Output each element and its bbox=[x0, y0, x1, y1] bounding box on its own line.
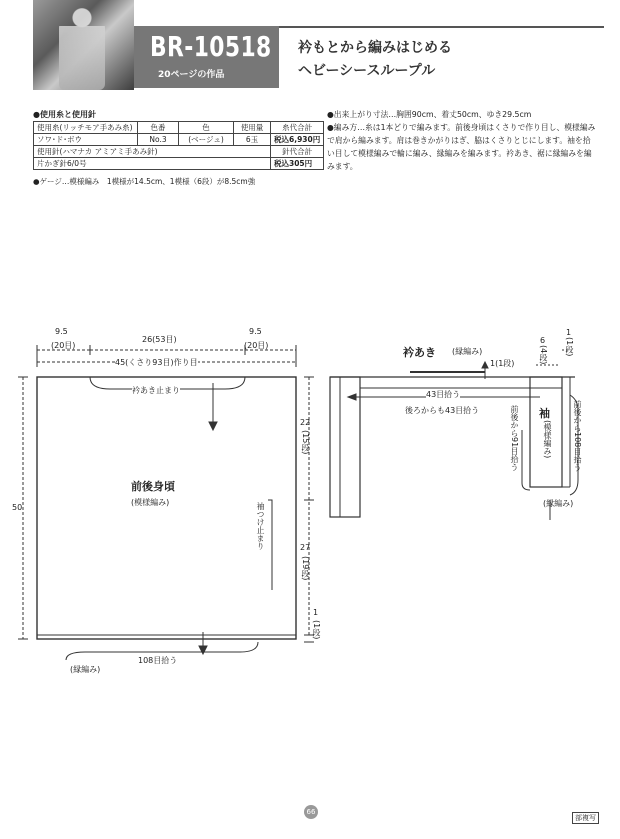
sleeve-pickup-left: 前後から91目拾う bbox=[510, 405, 519, 472]
footer-logo: 部複写 bbox=[572, 812, 599, 824]
neck-stop-label: 衿あき止まり bbox=[132, 386, 180, 395]
body-pattern: (模様編み) bbox=[131, 498, 170, 507]
col-price: 糸代合計 bbox=[271, 122, 324, 134]
gauge: ●ゲージ…模様編み 1模様が14.5cm、1模様（6段）が8.5cm強 bbox=[33, 177, 256, 186]
finished-size: ●出来上がり寸法…胸囲90cm、着丈50cm、ゆき29.5cm bbox=[327, 110, 532, 119]
sleeve-edge-cm: 1 bbox=[566, 328, 572, 337]
dim-middle: 26(53目) bbox=[142, 335, 177, 344]
neck-rows: 1(1段) bbox=[490, 359, 515, 368]
knitting-method: ●編み方…糸は1本どりで編みます。前後身頃はくさりで作り目し、模様編みで肩から編みます。肩は巻きかがりはぎ、脇はくさりとじにします。袖を拾い目して模様編みで輪に編み、縁編みを編みます。衿あき、裾に縁編みを編みます。 bbox=[327, 123, 596, 171]
yarn-no: No.3 bbox=[138, 134, 179, 146]
materials-heading: ●使用糸と使用針 bbox=[33, 110, 96, 119]
needle-price-head: 針代合計 bbox=[271, 146, 324, 158]
yarn-color: (ベージュ) bbox=[179, 134, 234, 146]
col-color: 色 bbox=[179, 122, 234, 134]
sleeve-pickup-right: 前後から108目拾う bbox=[573, 400, 582, 472]
yarn-price: 税込6,930円 bbox=[271, 134, 324, 146]
dim-left-stitches: (20目) bbox=[51, 341, 76, 350]
sleeve-stop-label: 袖つけ止まり bbox=[256, 502, 265, 550]
neck-front-pickup: 43目拾う bbox=[426, 390, 461, 399]
dim-right-stitches: (20目) bbox=[244, 341, 269, 350]
body-name: 前後身頃 bbox=[131, 480, 175, 493]
needle-name: 片かぎ針6/0号 bbox=[34, 158, 271, 170]
dim-right-cm: 9.5 bbox=[249, 327, 262, 336]
sleeve-width-rows: (4段) bbox=[539, 345, 548, 365]
sleeve-edge-label: (縁編み) bbox=[543, 499, 574, 508]
col-qty: 使用量 bbox=[234, 122, 271, 134]
col-yarn: 使用糸(リッチモア手あみ糸) bbox=[34, 122, 138, 134]
col-color-no: 色番 bbox=[138, 122, 179, 134]
hem-edge-rows: (1段) bbox=[312, 620, 321, 640]
needle-price: 税込305円 bbox=[271, 158, 324, 170]
neck-title-sub: (縁編み) bbox=[452, 347, 483, 356]
neck-title: 衿あき bbox=[403, 346, 436, 359]
hem-pickup: 108目拾う bbox=[138, 656, 178, 665]
hem-edge-label: (縁編み) bbox=[70, 665, 101, 674]
needle-head: 使用針(ハマナカ アミアミ手あみ針) bbox=[34, 146, 271, 158]
sleeve-name: 袖 bbox=[539, 407, 550, 420]
sleeve-pattern: (模様編み) bbox=[543, 420, 552, 459]
pattern-code: BR-10518 bbox=[150, 30, 272, 63]
neck-back-pickup: 後ろからも43目拾う bbox=[405, 406, 480, 415]
sleeve-width-cm: 6 bbox=[540, 336, 546, 345]
upper-cm: 22 bbox=[300, 418, 311, 427]
page-number: 66 bbox=[304, 805, 318, 819]
yarn-qty: 6玉 bbox=[234, 134, 271, 146]
body-height: 50 bbox=[12, 503, 23, 512]
lower-rows: (19段) bbox=[301, 556, 310, 581]
title-line-1: 衿もとから編みはじめる bbox=[298, 40, 452, 56]
hem-edge-cm: 1 bbox=[313, 608, 319, 617]
title-line-2: ヘビーシースループル bbox=[298, 63, 436, 79]
cast-on-label: 45(くさり93目)作り目 bbox=[115, 358, 198, 367]
yarn-name: ソワ･ド･ボウ bbox=[34, 134, 138, 146]
dim-left-cm: 9.5 bbox=[55, 327, 68, 336]
upper-rows: (15段) bbox=[301, 430, 310, 455]
sleeve-edge-rows: (1段) bbox=[565, 337, 574, 357]
lower-cm: 27 bbox=[300, 543, 311, 552]
page-reference: 20ページの作品 bbox=[158, 70, 225, 80]
